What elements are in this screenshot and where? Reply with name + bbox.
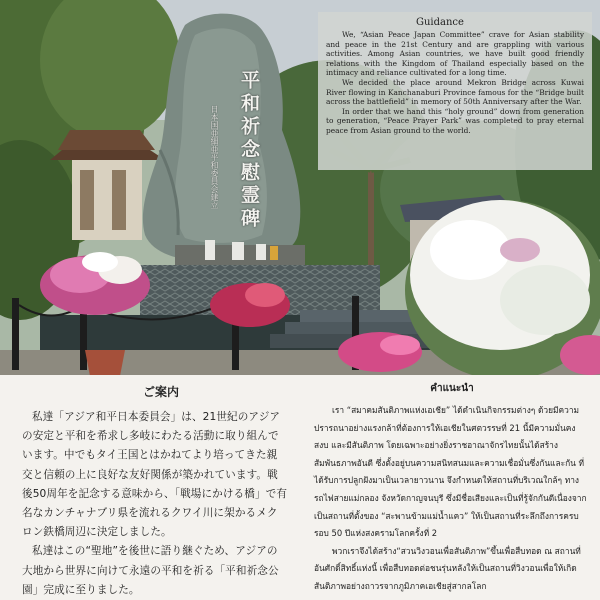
thai-column <box>314 381 590 596</box>
japanese-title: ご案内 <box>142 385 179 399</box>
guidance-panel <box>318 12 592 170</box>
monument-inscription: 平和祈念慰霊碑 <box>238 69 260 231</box>
guidance-paragraph: We decided the place around Mekron Bridge across Kuwai River flowing in Kanchanaburi Province famous for the “Bridge built across the battlefield” in memory of 50th Anniversary after the War. <box>326 77 584 107</box>
thai-title: คำแนะนำ <box>430 383 474 394</box>
thai-paragraph: เรา “สมาคมสันติภาพแห่งเอเชีย” ได้ดำเนินกิจกรรมต่างๆ ด้วยมีความปรารถนาอย่างแรงกล้าที่ต้องการให้เอเชียในศตวรรษที่ 21 นี้มีความมั่นคง สงบ และมีสันติภาพ โดยเฉพาะอย่างยิ่งราชอาณาจักรไทยนั้นได้สร้างสัมพันธภาพอันดี ซึ่งตั้งอยู่บนความสนิทสนมและความเชื่อมั่นซึ่งกันและกัน ที่ได้รับการปลูกฝังมาเป็นเวลายาวนาน จึงกำหนดให้สถานที่บริเวณใกล้ๆ ทางรถไฟสายแม่กลอง จังหวัดกาญจนบุรี ซึ่งมีชื่อเสียงและเป็นที่รู้จักกันดีเนื่องจากเป็นสถานที่ตั้งของ “สะพานข้ามแม่น้ำแคว” ให้เป็นสถานที่ระลึกถึงการครบรอบ 50 ปีแห่งสงครามโลกครั้งที่ 2 <box>314 405 587 539</box>
guidance-paragraph: In order that we hand this “holy ground” down from generation to generation, “Peace Prayer Park” was completed to pray eternal peace from Asian ground to the world. <box>326 106 584 135</box>
japanese-paragraph: 私達はこの“聖地”を後世に語り継ぐため、アジアの大地から世界に向けて永遠の平和を祈る「平和祈念公園」完成に至りました。 <box>22 545 279 596</box>
text-section <box>0 375 600 600</box>
guidance-title: Guidance <box>416 17 464 28</box>
guidance-paragraph: We, “Asian Peace Japan Committee” crave for Asian stability and peace in the 21st Century and are grappling with various activities. Among Asian countries, we have built good friendly relations with the Kingdom of Thailand especially based on the intimacy and reliance cultivated for a long time. <box>326 30 584 78</box>
japanese-paragraph: 私達「アジア和平日本委員会」は、21世紀のアジアの安定と平和を希求し多岐にわたる活動に取り組んでいます。中でもタイ王国とはかねてより培ってきた親交と信頼の上に良好な友好関係が築かれています。戦後50周年を記念する意味から、「戦場にかける橋」で有名なカンチャナブリ県を流れるクワイ川に架かるメクロン鉄橋周辺に決定しました。 <box>22 411 288 539</box>
thai-paragraph: พวกเราจึงได้สร้าง“สวนวิงวอนเพื่อสันติภาพ”ขึ้นเพื่อสืบทอด ณ สถานที่อันศักดิ์สิทธิ์แห่งนี้ เพื่อสืบทอดต่อชนรุ่นหลังให้เป็นสถานที่วิงวอนเพื่อให้เกิดสันติภาพอย่างถาวรจากภูมิภาคเอเชียสู่สากลโลก <box>314 545 581 591</box>
japanese-column <box>22 383 288 600</box>
monument-sub-inscription: 日本国亜細亜平和委員会建立 <box>210 105 219 209</box>
